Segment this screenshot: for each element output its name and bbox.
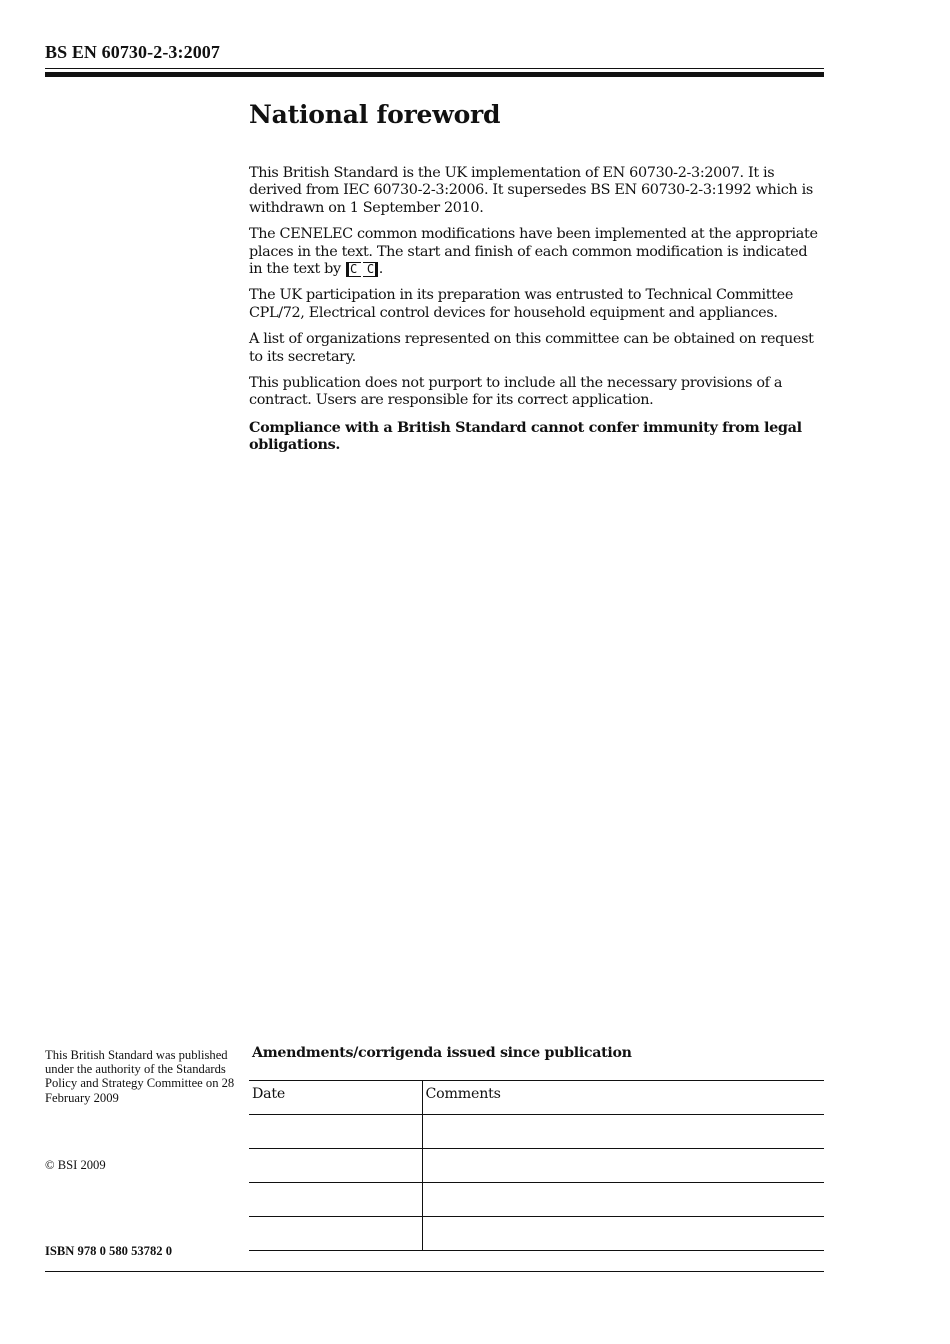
amendments-table xyxy=(249,1080,824,1251)
paragraph-committee-list: A list of organizations represented on this committee can be obtained on request to its secretary. xyxy=(249,331,814,365)
header-thick-rule xyxy=(45,72,824,77)
paragraph-common-modifications xyxy=(249,226,824,278)
table-row xyxy=(249,1183,824,1217)
publication-sidebar xyxy=(45,1048,235,1172)
column-header-comments: Comments xyxy=(422,1081,824,1115)
paragraph-common-modifications-end: . xyxy=(378,261,384,278)
table-cell-date xyxy=(249,1217,422,1251)
table-row xyxy=(249,1115,824,1149)
table-cell-date xyxy=(249,1149,422,1183)
footer-rule xyxy=(45,1271,824,1272)
copyright-notice: © BSI 2009 xyxy=(45,1158,106,1172)
table-cell-date xyxy=(249,1115,422,1149)
table-cell-comments xyxy=(422,1115,824,1149)
isbn-number: ISBN 978 0 580 53782 0 xyxy=(45,1244,173,1258)
column-header-date: Date xyxy=(249,1081,422,1115)
page-title: National foreword xyxy=(249,100,501,129)
paragraph-contract-provisions: This publication does not purport to include all the necessary provisions of a contract. Users are responsible for its correct application. xyxy=(249,375,783,409)
paragraph-compliance-notice: Compliance with a British Standard cannot confer immunity from legal obligations. xyxy=(249,418,802,454)
table-cell-comments xyxy=(422,1217,824,1251)
paragraph-implementation: This British Standard is the UK implementation of EN 60730-2-3:2007. It is derived from IEC 60730-2-3:2006. It supersedes BS EN 60730-2-3:1992 which is withdrawn on 1 September 2010. xyxy=(249,165,813,216)
header-thin-rule xyxy=(45,68,824,69)
paragraph-common-modifications-text: The CENELEC common modifications have been implemented at the appropriate places in the text. The start and finish of each common modification is indicated in the text by xyxy=(249,226,818,278)
amendments-title: Amendments/corrigenda issued since publication xyxy=(252,1045,632,1061)
main-content xyxy=(249,100,824,463)
table-cell-date xyxy=(249,1183,422,1217)
table-row xyxy=(249,1149,824,1183)
modification-start-marker-icon: C xyxy=(346,262,361,277)
paragraph-uk-participation: The UK participation in its preparation was entrusted to Technical Committee CPL/72, Electrical control devices for household equipment and appliances. xyxy=(249,287,793,321)
table-cell-comments xyxy=(422,1149,824,1183)
modification-end-marker-icon: C xyxy=(363,262,378,277)
table-row xyxy=(249,1217,824,1251)
publication-note: This British Standard was published under the authority of the Standards Policy and Strategy Committee on 28 February 2009 xyxy=(45,1048,235,1105)
table-cell-comments xyxy=(422,1183,824,1217)
document-id: BS EN 60730-2-3:2007 xyxy=(45,42,221,62)
amendments-header-row xyxy=(249,1081,824,1115)
